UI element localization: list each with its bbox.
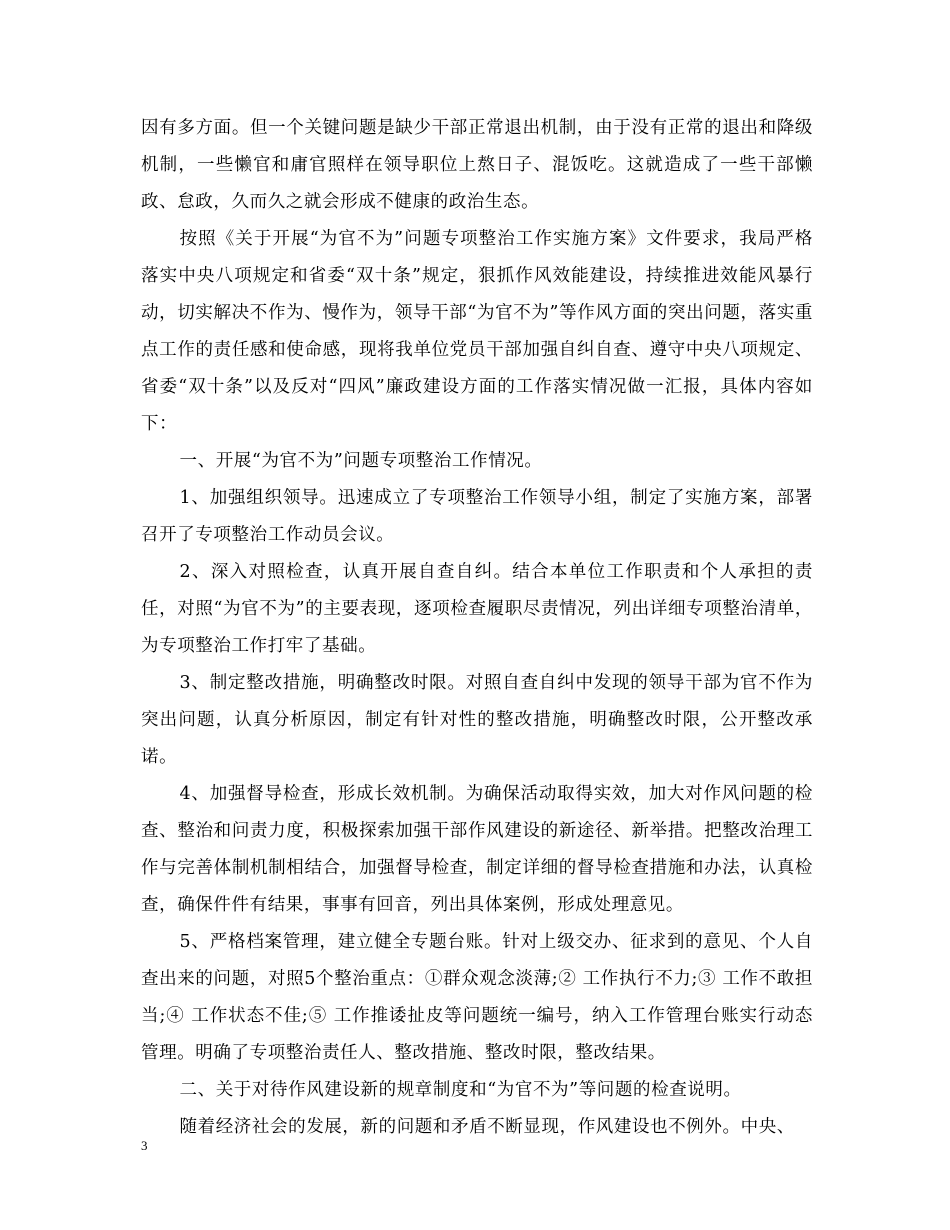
paragraph-item-1: 1、加强组织领导。迅速成立了专项整治工作领导小组，制定了实施方案，部署召开了专项整治工作动员会议。 (141, 488, 813, 545)
section-heading-two: 二、关于对待作风建设新的规章制度和“为官不为”等问题的检查说明。 (179, 1080, 742, 1100)
paragraph-item-5: 5、严格档案管理，建立健全专题台账。针对上级交办、征求到的意见、个人自查出来的问题，对照5个整治重点：①群众观念淡薄;② 工作执行不力;③ 工作不敢担当;④ 工作状态不佳;⑤ 工作推诿扯皮等问题统一编号，纳入工作管理台账实行动态管理。明确了专项整治责任人、整改措施、整改时限，整改结果。 (141, 932, 813, 1063)
paragraph-continuation: 因有多方面。但一个关键问题是缺少干部正常退出机制，由于没有正常的退出和降级机制，一些懒官和庸官照样在领导职位上熬日子、混饭吃。这就造成了一些干部懒政、怠政，久而久之就会形成不健康的政治生态。 (141, 118, 813, 212)
section-heading-one: 一、开展“为官不为”问题专项整治工作情况。 (179, 451, 543, 471)
paragraph-item-4: 4、加强督导检查，形成长效机制。为确保活动取得实效，加大对作风问题的检查、整治和问责力度，积极探索加强干部作风建设的新途径、新举措。把整改治理工作与完善体制机制相结合，加强督导检查，制定详细的督导检查措施和办法，认真检查，确保件件有结果，事事有回音，列出具体案例，形成处理意见。 (141, 784, 813, 915)
paragraph-item-3: 3、制定整改措施，明确整改时限。对照自查自纠中发现的领导干部为官不作为突出问题，认真分析原因，制定有针对性的整改措施，明确整改时限，公开整改承诺。 (141, 673, 813, 767)
document-body (141, 110, 813, 1146)
paragraph-development: 随着经济社会的发展，新的问题和矛盾不断显现，作风建设也不例外。中央、 (179, 1117, 795, 1137)
paragraph-implementation-intro: 按照《关于开展“为官不为”问题专项整治工作实施方案》文件要求，我局严格落实中央八项规定和省委“双十条”规定，狠抓作风效能建设，持续推进效能风暴行动，切实解决不作为、慢作为，领导干部“为官不为”等作风方面的突出问题，落实重点工作的责任感和使命感，现将我单位党员干部加强自纠自查、遵守中央八项规定、省委“双十条”以及反对“四风”廉政建设方面的工作落实情况做一汇报，具体内容如下： (141, 229, 813, 434)
page-number: 3 (141, 1138, 148, 1153)
paragraph-item-2: 2、深入对照检查，认真开展自查自纠。结合本单位工作职责和个人承担的责任，对照“为官不为”的主要表现，逐项检查履职尽责情况，列出详细专项整治清单，为专项整治工作打牢了基础。 (141, 562, 813, 656)
